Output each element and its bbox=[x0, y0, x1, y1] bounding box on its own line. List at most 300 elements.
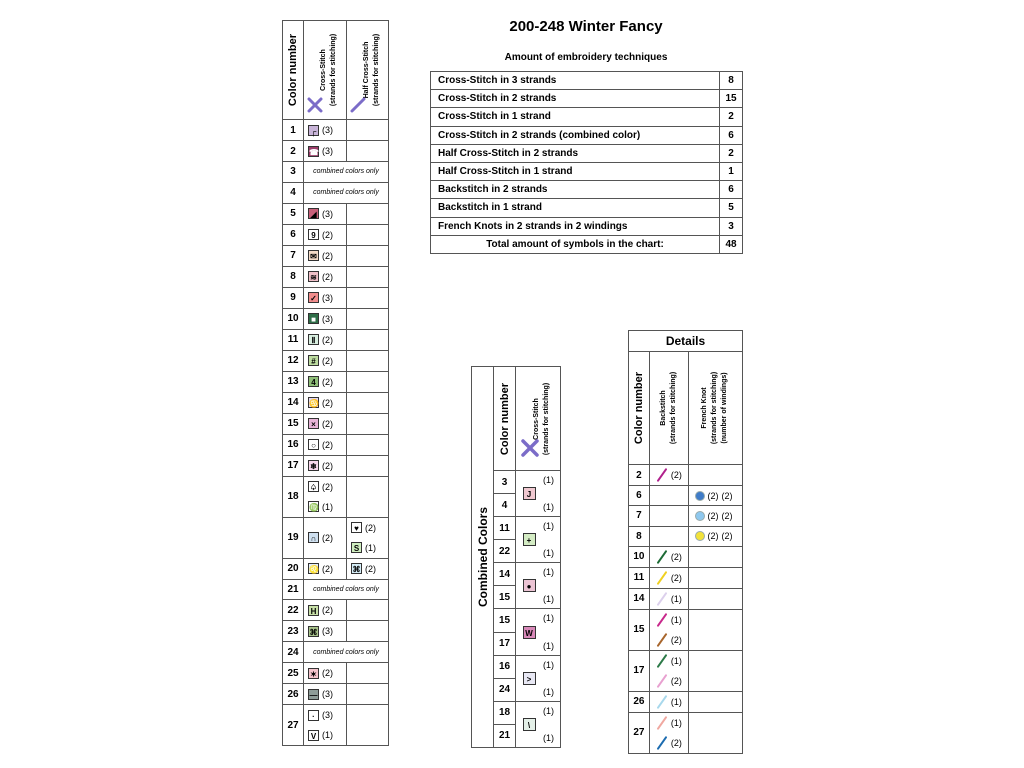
key-row bbox=[283, 266, 389, 287]
techniques-subtitle: Amount of embroidery techniques bbox=[504, 52, 668, 63]
combined-stitch-symbol: W bbox=[523, 626, 536, 639]
half-cross-stitch-sub-header: (strands for stitching) bbox=[372, 33, 380, 107]
strand-count: (3) bbox=[322, 208, 333, 219]
stitch-symbol: — bbox=[309, 690, 318, 700]
color-number: 5 bbox=[283, 203, 304, 224]
color-number: 26 bbox=[283, 684, 304, 705]
cross-stitch-cell bbox=[304, 224, 347, 245]
details-row bbox=[629, 712, 743, 753]
backstitch-sub-header: (strands for stitching) bbox=[669, 371, 677, 445]
technique-count: 15 bbox=[720, 90, 743, 108]
combined-symbol-cell bbox=[516, 609, 561, 655]
cross-stitch-cell bbox=[304, 120, 347, 141]
details-row bbox=[629, 567, 743, 588]
color-number: 6 bbox=[283, 224, 304, 245]
french-knot-cell bbox=[688, 691, 742, 712]
strand-count: (2) bbox=[721, 510, 733, 521]
strand-count: (2) bbox=[322, 481, 333, 492]
backstitch-cell bbox=[649, 650, 688, 691]
technique-row bbox=[431, 181, 743, 199]
key-row bbox=[283, 663, 389, 684]
french-knot-cell bbox=[688, 546, 742, 567]
color-number: 18 bbox=[283, 476, 304, 517]
half-cross-stitch-header: Half Cross-Stitch bbox=[362, 41, 370, 99]
details-row bbox=[629, 650, 743, 691]
color-number: 17 bbox=[629, 650, 650, 691]
backstitch-cell bbox=[649, 465, 688, 486]
half-cross-stitch-header-text bbox=[362, 34, 382, 106]
cross-stitch-cell bbox=[304, 684, 347, 705]
half-stitch-symbol: ⌘ bbox=[352, 565, 361, 575]
french-knot-sub-header: (strands for stitching) bbox=[711, 371, 719, 445]
strand-count: (3) bbox=[322, 313, 333, 324]
details-row bbox=[629, 609, 743, 650]
cross-stitch-cell bbox=[304, 621, 347, 642]
combined-symbol-cell bbox=[516, 701, 561, 747]
symbol-line bbox=[304, 288, 346, 308]
symbol-line bbox=[347, 538, 388, 558]
combined-symbol-cell bbox=[516, 655, 561, 701]
color-number: 9 bbox=[283, 287, 304, 308]
half-cross-stitch-cell bbox=[347, 329, 389, 350]
cross-stitch-icon bbox=[307, 97, 323, 113]
strand-count: (1) bbox=[543, 567, 554, 578]
combined-stitch-symbol: ● bbox=[523, 579, 536, 592]
technique-label: French Knots in 2 strands in 2 windings bbox=[431, 217, 720, 235]
color-number: 18 bbox=[494, 701, 516, 724]
cross-stitch-cell bbox=[304, 371, 347, 392]
strand-count: (2) bbox=[322, 355, 333, 366]
backstitch-line-icon bbox=[656, 696, 668, 708]
combined-symbol-cell bbox=[516, 563, 561, 609]
color-number: 8 bbox=[629, 526, 650, 546]
details-title-row bbox=[629, 331, 743, 352]
color-number: 4 bbox=[283, 182, 304, 203]
symbol-line bbox=[304, 684, 346, 704]
key-row bbox=[283, 684, 389, 705]
backstitch-header-text bbox=[659, 372, 679, 444]
cross-stitch-cell bbox=[304, 434, 347, 455]
combined-stitch-symbol: > bbox=[523, 672, 536, 685]
color-number: 24 bbox=[494, 678, 516, 701]
combined-cross-stitch-sub-header: (strands for stitching) bbox=[543, 382, 551, 455]
stitch-symbol: ≋ bbox=[308, 271, 319, 282]
french-knot-cell bbox=[688, 650, 742, 691]
key-row bbox=[283, 600, 389, 621]
strand-count: (1) bbox=[543, 686, 554, 697]
strand-count: (2) bbox=[721, 490, 733, 501]
backstitch-line bbox=[650, 651, 688, 671]
cross-stitch-cell bbox=[304, 245, 347, 266]
technique-label: Total amount of symbols in the chart: bbox=[431, 235, 720, 253]
technique-count: 2 bbox=[720, 144, 743, 162]
backstitch-line bbox=[650, 713, 688, 733]
key-row bbox=[283, 558, 389, 579]
strand-count: (2) bbox=[322, 668, 333, 679]
color-number: 24 bbox=[283, 642, 304, 663]
backstitch-line-icon bbox=[656, 675, 668, 687]
symbol-line bbox=[304, 528, 346, 548]
french-knot-cell bbox=[688, 588, 742, 609]
french-knot-dot-icon bbox=[695, 491, 705, 501]
strand-count: (2) bbox=[365, 563, 376, 574]
technique-row bbox=[431, 108, 743, 126]
color-number: 2 bbox=[629, 465, 650, 486]
color-number: 22 bbox=[494, 540, 516, 563]
color-number: 10 bbox=[629, 546, 650, 567]
french-knot-windings-header: (number of windings) bbox=[721, 372, 729, 444]
symbol-line bbox=[304, 477, 346, 497]
key-row bbox=[283, 308, 389, 329]
key-row bbox=[283, 329, 389, 350]
french-knot-cell bbox=[688, 526, 742, 546]
backstitch-line-icon bbox=[656, 469, 668, 481]
stitch-symbol: ✶ bbox=[308, 668, 319, 679]
stitch-symbol: ☎ bbox=[309, 147, 319, 157]
stitch-symbol: ✉ bbox=[308, 250, 319, 261]
color-key-table bbox=[282, 20, 389, 746]
half-cross-stitch-cell bbox=[347, 308, 389, 329]
color-number: 15 bbox=[283, 413, 304, 434]
backstitch-cell bbox=[649, 506, 688, 526]
symbol-line bbox=[304, 393, 346, 413]
french-knot-cell bbox=[688, 486, 742, 506]
french-knot-cell bbox=[688, 465, 742, 486]
symbol-line bbox=[347, 559, 388, 579]
french-knot-cell bbox=[688, 567, 742, 588]
details-row bbox=[629, 506, 743, 526]
key-header-half-cross-stitch bbox=[347, 21, 389, 120]
cross-stitch-cell bbox=[304, 558, 347, 579]
techniques-table bbox=[430, 71, 743, 254]
technique-label: Cross-Stitch in 2 strands (combined color) bbox=[431, 126, 720, 144]
strand-count: (1) bbox=[670, 655, 682, 666]
key-row bbox=[283, 434, 389, 455]
half-cross-stitch-cell bbox=[347, 266, 389, 287]
stitch-symbol: V bbox=[308, 730, 319, 741]
combined-only-note: combined colors only bbox=[304, 162, 389, 183]
technique-label: Half Cross-Stitch in 2 strands bbox=[431, 144, 720, 162]
strand-count: (2) bbox=[322, 376, 333, 387]
backstitch-line bbox=[650, 465, 688, 485]
technique-count: 5 bbox=[720, 199, 743, 217]
half-cross-stitch-cell bbox=[347, 371, 389, 392]
strand-count: (2) bbox=[322, 563, 333, 574]
stitch-symbol: Ⅱ bbox=[308, 334, 319, 345]
stitch-symbol: ■ bbox=[308, 313, 319, 324]
color-number: 4 bbox=[494, 494, 516, 517]
half-cross-stitch-cell bbox=[347, 684, 389, 705]
key-row bbox=[283, 392, 389, 413]
french-knot-cell bbox=[688, 712, 742, 753]
key-row bbox=[283, 203, 389, 224]
backstitch-cell bbox=[649, 546, 688, 567]
strand-count: (2) bbox=[670, 675, 682, 686]
combined-stitch-symbol: + bbox=[523, 533, 536, 546]
combined-header-cross-stitch bbox=[516, 367, 561, 471]
technique-row bbox=[431, 199, 743, 217]
page-title: 200-248 Winter Fancy bbox=[509, 18, 663, 35]
strand-count: (1) bbox=[543, 548, 554, 559]
strand-count: (2) bbox=[670, 737, 682, 748]
half-cross-stitch-cell bbox=[347, 203, 389, 224]
color-number: 22 bbox=[283, 600, 304, 621]
details-header-french-knot bbox=[688, 352, 742, 465]
technique-label: Backstitch in 2 strands bbox=[431, 181, 720, 199]
key-row bbox=[283, 705, 389, 746]
strand-count: (2) bbox=[707, 531, 719, 542]
symbol-line bbox=[304, 246, 346, 266]
stitch-symbol: · bbox=[308, 710, 319, 721]
half-cross-stitch-cell bbox=[347, 558, 389, 579]
symbol-line bbox=[347, 518, 388, 538]
technique-label: Backstitch in 1 strand bbox=[431, 199, 720, 217]
stitch-symbol: ♤ bbox=[309, 483, 318, 493]
half-cross-stitch-cell bbox=[347, 413, 389, 434]
stitch-symbol: ✓ bbox=[308, 292, 319, 303]
technique-count: 6 bbox=[720, 126, 743, 144]
backstitch-line-icon bbox=[656, 737, 668, 749]
symbol-line bbox=[304, 225, 346, 245]
key-header-row bbox=[283, 21, 389, 120]
color-number: 13 bbox=[283, 371, 304, 392]
color-number: 7 bbox=[283, 245, 304, 266]
backstitch-line-icon bbox=[656, 614, 668, 626]
details-title: Details bbox=[629, 331, 743, 352]
symbol-line bbox=[304, 497, 346, 517]
backstitch-line bbox=[650, 692, 688, 712]
cross-stitch-icon bbox=[520, 438, 540, 458]
technique-row bbox=[431, 144, 743, 162]
color-number: 16 bbox=[494, 655, 516, 678]
cross-stitch-header: Cross-Stitch bbox=[320, 49, 328, 91]
technique-count: 48 bbox=[720, 235, 743, 253]
color-number-header: Color number bbox=[287, 33, 299, 107]
technique-label: Cross-Stitch in 3 strands bbox=[431, 72, 720, 90]
strand-count: (2) bbox=[322, 532, 333, 543]
stitch-symbol: ┌ bbox=[308, 125, 319, 136]
combined-stitch-symbol: \ bbox=[523, 718, 536, 731]
strand-count: (2) bbox=[322, 397, 333, 408]
color-number: 23 bbox=[283, 621, 304, 642]
combined-colors-panel bbox=[471, 366, 561, 748]
strand-count: (3) bbox=[322, 626, 333, 637]
technique-row bbox=[431, 72, 743, 90]
strand-count: (2) bbox=[322, 229, 333, 240]
technique-count: 8 bbox=[720, 72, 743, 90]
symbol-line bbox=[304, 120, 346, 140]
color-number: 8 bbox=[283, 266, 304, 287]
technique-total-row bbox=[431, 235, 743, 253]
key-row bbox=[283, 579, 389, 600]
strand-count: (1) bbox=[543, 502, 554, 513]
key-row bbox=[283, 120, 389, 141]
strand-count: (1) bbox=[670, 696, 682, 707]
stitch-symbol: H bbox=[308, 605, 319, 616]
symbol-line bbox=[304, 330, 346, 350]
cross-stitch-cell bbox=[304, 663, 347, 684]
strand-count: (2) bbox=[670, 551, 682, 562]
details-row bbox=[629, 546, 743, 567]
strand-count: (1) bbox=[543, 475, 554, 485]
half-cross-stitch-cell bbox=[347, 245, 389, 266]
backstitch-line bbox=[650, 610, 688, 630]
backstitch-line bbox=[650, 568, 688, 588]
combined-header-color-number bbox=[494, 367, 516, 471]
color-number: 11 bbox=[283, 329, 304, 350]
backstitch-header: Backstitch bbox=[659, 390, 667, 426]
backstitch-line bbox=[650, 630, 688, 650]
color-number: 16 bbox=[283, 434, 304, 455]
combined-colors-table bbox=[471, 366, 561, 748]
strand-count: (2) bbox=[322, 271, 333, 282]
half-cross-stitch-cell bbox=[347, 621, 389, 642]
strand-count: (2) bbox=[322, 334, 333, 345]
combined-symbol-cell bbox=[516, 471, 561, 517]
half-cross-stitch-cell bbox=[347, 141, 389, 162]
symbol-line bbox=[304, 309, 346, 329]
strand-count: (1) bbox=[670, 614, 682, 625]
key-row bbox=[283, 350, 389, 371]
technique-count: 2 bbox=[720, 108, 743, 126]
backstitch-line bbox=[650, 589, 688, 609]
cross-stitch-cell bbox=[304, 308, 347, 329]
color-number: 20 bbox=[283, 558, 304, 579]
strand-count: (3) bbox=[322, 125, 333, 135]
details-panel bbox=[628, 330, 743, 754]
strand-count: (2) bbox=[322, 460, 333, 471]
symbol-line bbox=[304, 725, 346, 745]
color-number: 3 bbox=[494, 471, 516, 494]
color-number: 6 bbox=[629, 486, 650, 506]
backstitch-line bbox=[650, 671, 688, 691]
half-cross-stitch-cell bbox=[347, 350, 389, 371]
technique-row bbox=[431, 126, 743, 144]
technique-count: 6 bbox=[720, 181, 743, 199]
color-number: 21 bbox=[283, 579, 304, 600]
strand-count: (1) bbox=[322, 501, 333, 512]
technique-label: Half Cross-Stitch in 1 strand bbox=[431, 162, 720, 180]
color-number: 19 bbox=[283, 517, 304, 558]
technique-count: 3 bbox=[720, 217, 743, 235]
key-row bbox=[283, 371, 389, 392]
color-number: 1 bbox=[283, 120, 304, 141]
color-number: 14 bbox=[283, 392, 304, 413]
key-row bbox=[283, 621, 389, 642]
details-row bbox=[629, 486, 743, 506]
strand-count: (1) bbox=[670, 593, 682, 604]
color-number: 15 bbox=[494, 609, 516, 632]
cross-stitch-cell bbox=[304, 517, 347, 558]
stitch-symbol: ◢ bbox=[308, 208, 319, 219]
half-cross-stitch-cell bbox=[347, 455, 389, 476]
strand-count: (1) bbox=[543, 640, 554, 651]
symbol-line bbox=[304, 204, 346, 224]
strand-count: (3) bbox=[322, 146, 333, 156]
backstitch-cell bbox=[649, 486, 688, 506]
color-number: 17 bbox=[283, 455, 304, 476]
details-row bbox=[629, 691, 743, 712]
cross-stitch-cell bbox=[304, 476, 347, 517]
details-header-color-number bbox=[629, 352, 650, 465]
key-header-cross-stitch bbox=[304, 21, 347, 120]
half-cross-stitch-cell bbox=[347, 663, 389, 684]
strand-count: (2) bbox=[707, 490, 719, 501]
french-knot-cell bbox=[688, 609, 742, 650]
strand-count: (3) bbox=[322, 292, 333, 303]
strand-count: (2) bbox=[670, 572, 682, 583]
symbol-line bbox=[304, 559, 346, 579]
cross-stitch-cell bbox=[304, 329, 347, 350]
stitch-symbol: ❄ bbox=[308, 460, 319, 471]
symbol-line bbox=[304, 351, 346, 371]
color-number: 25 bbox=[283, 663, 304, 684]
color-number: 11 bbox=[494, 517, 516, 540]
backstitch-cell bbox=[649, 526, 688, 546]
color-number: 7 bbox=[629, 506, 650, 526]
color-number: 11 bbox=[629, 567, 650, 588]
cross-stitch-cell bbox=[304, 392, 347, 413]
symbol-line bbox=[304, 267, 346, 287]
cross-stitch-header-text bbox=[319, 34, 339, 106]
symbol-line bbox=[304, 456, 346, 476]
cross-stitch-cell bbox=[304, 203, 347, 224]
strand-count: (1) bbox=[543, 613, 554, 624]
stitch-symbol: ♋ bbox=[309, 399, 319, 409]
key-row bbox=[283, 476, 389, 517]
strand-count: (1) bbox=[543, 659, 554, 670]
combined-header-row bbox=[472, 367, 561, 471]
half-cross-stitch-cell bbox=[347, 392, 389, 413]
color-number: 15 bbox=[629, 609, 650, 650]
half-cross-stitch-cell bbox=[347, 705, 389, 746]
cross-stitch-cell bbox=[304, 350, 347, 371]
combined-side-label-cell bbox=[472, 367, 494, 748]
strand-count: (1) bbox=[543, 705, 554, 716]
backstitch-line-icon bbox=[656, 593, 668, 605]
key-row bbox=[283, 455, 389, 476]
key-row bbox=[283, 224, 389, 245]
color-number: 2 bbox=[283, 141, 304, 162]
stitch-symbol: # bbox=[308, 355, 319, 366]
cross-stitch-cell bbox=[304, 141, 347, 162]
french-knot-dot-icon bbox=[695, 511, 705, 521]
strand-count: (2) bbox=[707, 510, 719, 521]
french-knot-cell bbox=[688, 506, 742, 526]
cross-stitch-cell bbox=[304, 705, 347, 746]
backstitch-line bbox=[650, 733, 688, 753]
key-row bbox=[283, 162, 389, 183]
combined-colors-label: Combined Colors bbox=[475, 506, 490, 608]
backstitch-line-icon bbox=[656, 551, 668, 563]
half-cross-stitch-cell bbox=[347, 476, 389, 517]
combined-symbol-cell bbox=[516, 517, 561, 563]
details-table bbox=[628, 330, 743, 754]
strand-count: (1) bbox=[543, 594, 554, 605]
stitch-symbol: 9 bbox=[308, 229, 319, 240]
color-number: 10 bbox=[283, 308, 304, 329]
strand-count: (1) bbox=[322, 730, 333, 741]
strand-count: (1) bbox=[543, 521, 554, 532]
cross-stitch-cell bbox=[304, 600, 347, 621]
color-number: 17 bbox=[494, 632, 516, 655]
technique-row bbox=[431, 217, 743, 235]
key-row bbox=[283, 141, 389, 162]
key-row bbox=[283, 517, 389, 558]
symbol-line bbox=[304, 435, 346, 455]
stitch-symbol: ∩ bbox=[308, 532, 319, 543]
strand-count: (2) bbox=[670, 470, 682, 480]
